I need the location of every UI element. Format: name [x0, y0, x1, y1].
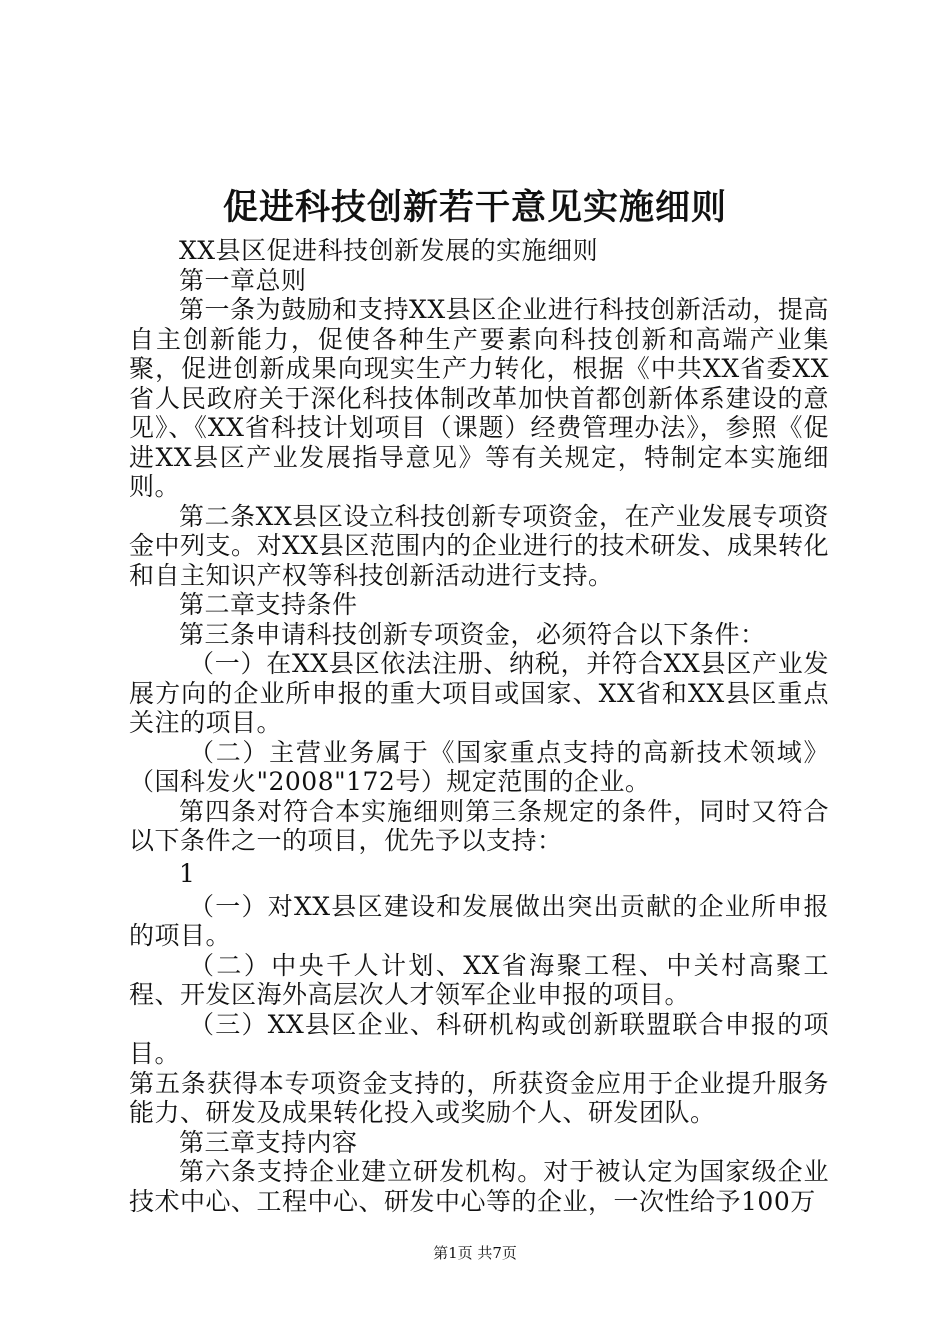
inline-page-number: 1: [179, 858, 196, 888]
article-paragraph: 第六条支持企业建立研发机构。对于被认定为国家级企业技术中心、工程中心、研发中心等的企业，一次性给予100万: [129, 1157, 829, 1216]
article-paragraph: 第四条对符合本实施细则第三条规定的条件，同时又符合以下条件之一的项目，优先予以支持：: [129, 796, 829, 855]
list-item: （二）中央千人计划、XX省海聚工程、中关村高聚工程、开发区海外高层次人才领军企业申报的项目。: [129, 950, 829, 1009]
document-subtitle: XX县区促进科技创新发展的实施细则: [179, 236, 599, 265]
chapter-heading: 第二章支持条件: [179, 590, 358, 619]
document-body: [129, 236, 829, 1216]
article-paragraph: 第一条为鼓励和支持XX县区企业进行科技创新活动，提高自主创新能力，促使各种生产要素向科技创新和高端产业集聚，促进创新成果向现实生产力转化，根据《中共XX省委XX省人民政府关于深化科技体制改革加快首都创新体系建设的意见》、《XX省科技计划项目（课题）经费管理办法》，参照《促进XX县区产业发展指导意见》等有关规定，特制定本实施细则。: [129, 295, 829, 501]
chapter-heading: 第三章支持内容: [179, 1127, 358, 1157]
list-item: （三）XX县区企业、科研机构或创新联盟联合申报的项目。: [129, 1009, 829, 1068]
document-title: 促进科技创新若干意见实施细则: [222, 187, 727, 228]
article-paragraph: 第二条XX县区设立科技创新专项资金，在产业发展专项资金中列支。对XX县区范围内的企业进行的技术研发、成果转化和自主知识产权等科技创新活动进行支持。: [129, 501, 829, 590]
list-item: （二）主营业务属于《国家重点支持的高新技术领域》（国科发火"2008"172号）规定范围的企业。: [129, 737, 829, 796]
chapter-heading: 第一章总则: [179, 265, 307, 295]
list-item: （一）在XX县区依法注册、纳税，并符合XX县区产业发展方向的企业所申报的重大项目或国家、XX省和XX县区重点关注的项目。: [129, 649, 829, 737]
article-paragraph: 第三条申请科技创新专项资金，必须符合以下条件：: [179, 619, 766, 649]
article-paragraph: 第五条获得本专项资金支持的，所获资金应用于企业提升服务能力、研发及成果转化投入或奖励个人、研发团队。: [129, 1068, 829, 1127]
page-footer: 第1页 共7页: [433, 1244, 517, 1262]
list-item: （一）对XX县区建设和发展做出突出贡献的企业所申报的项目。: [129, 891, 829, 950]
